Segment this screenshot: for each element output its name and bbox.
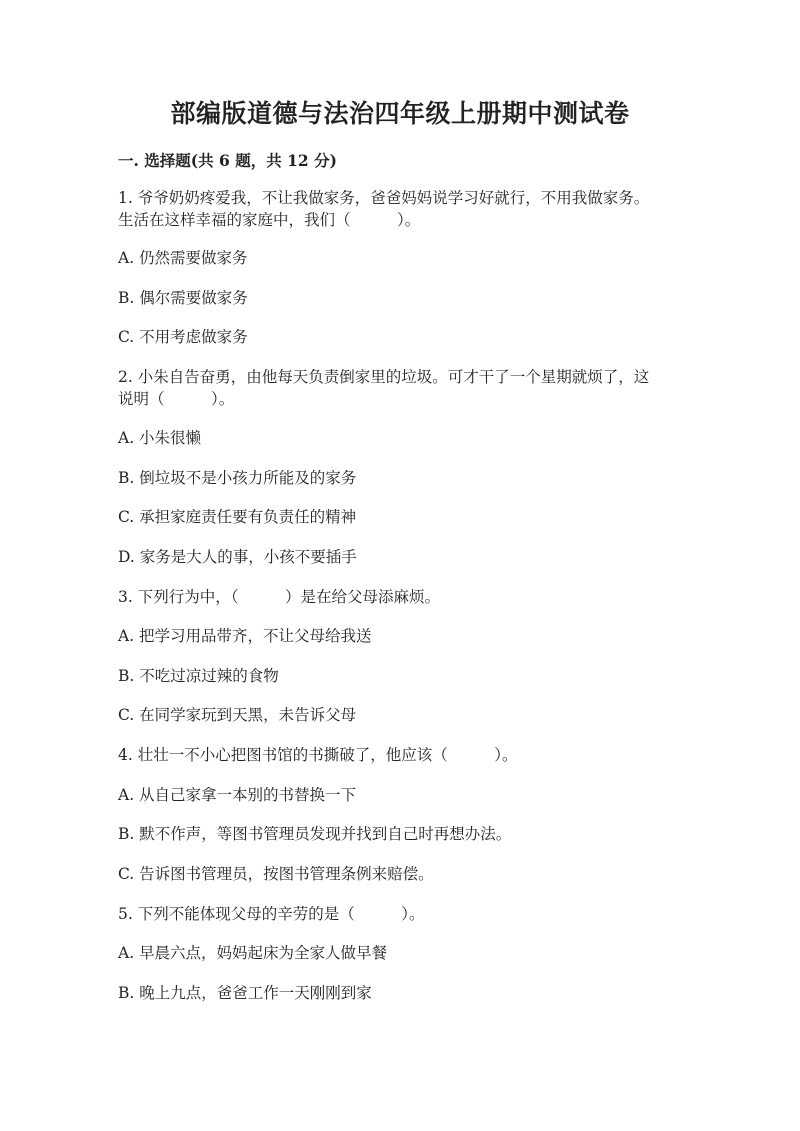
question-5-option-a: A. 早晨六点，妈妈起床为全家人做早餐 [118, 944, 388, 962]
question-2-option-a: A. 小朱很懒 [118, 429, 202, 447]
question-2-option-c: C. 承担家庭责任要有负责任的精神 [118, 508, 357, 526]
question-1-option-b: B. 偶尔需要做家务 [118, 289, 248, 307]
question-1-option-c: C. 不用考虑做家务 [118, 328, 248, 346]
question-2-stem-line-1: 2. 小朱自告奋勇，由他每天负责倒家里的垃圾。可才干了一个星期就烦了，这 [118, 368, 650, 386]
question-3-option-c: C. 在同学家玩到天黑，未告诉父母 [118, 706, 357, 724]
question-2-option-b: B. 倒垃圾不是小孩力所能及的家务 [118, 469, 357, 487]
question-4-option-c: C. 告诉图书管理员，按图书管理条例来赔偿。 [118, 865, 434, 883]
question-1-stem-line-1: 1. 爷爷奶奶疼爱我，不让我做家务，爸爸妈妈说学习好就行，不用我做家务。 [118, 189, 650, 207]
question-3-option-b: B. 不吃过凉过辣的食物 [118, 667, 279, 685]
question-3-stem: 3. 下列行为中，（ ）是在给父母添麻烦。 [118, 588, 440, 606]
question-4-option-b: B. 默不作声，等图书管理员发现并找到自己时再想办法。 [118, 825, 512, 843]
question-1-option-a: A. 仍然需要做家务 [118, 249, 248, 267]
question-1-stem-line-2: 生活在这样幸福的家庭中，我们（ ）。 [118, 211, 421, 229]
question-2-option-d: D. 家务是大人的事，小孩不要插手 [118, 548, 357, 566]
question-4-stem: 4. 壮壮一不小心把图书馆的书撕破了，他应该（ ）。 [118, 746, 518, 764]
question-2-stem-line-2: 说明（ ）。 [118, 390, 235, 408]
section-heading: 一. 选择题(共 6 题，共 12 分) [118, 151, 337, 170]
page-title: 部编版道德与法治四年级上册期中测试卷 [170, 99, 630, 128]
question-3-option-a: A. 把学习用品带齐，不让父母给我送 [118, 627, 372, 645]
question-4-option-a: A. 从自己家拿一本别的书替换一下 [118, 786, 357, 804]
question-5-option-b: B. 晚上九点，爸爸工作一天刚刚到家 [118, 984, 372, 1002]
question-5-stem: 5. 下列不能体现父母的辛劳的是（ ）。 [118, 905, 425, 923]
